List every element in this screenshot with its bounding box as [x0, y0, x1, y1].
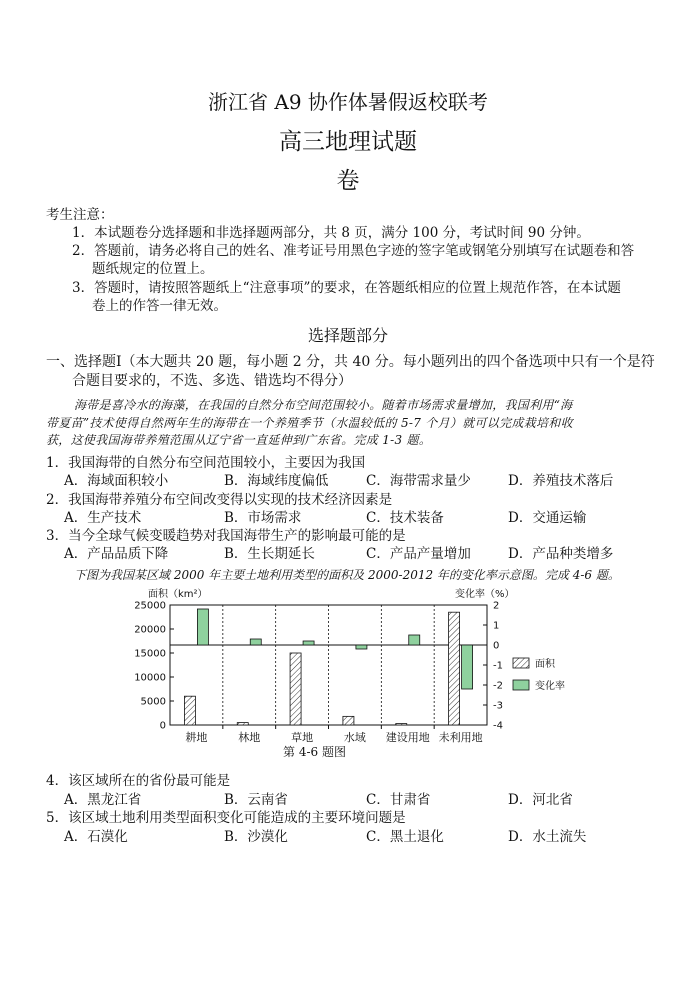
area-bar-5: [449, 612, 460, 725]
category-label-5: 未利用地: [438, 731, 483, 744]
question-3-option-c[interactable]: C．产品产量增加: [366, 546, 471, 562]
question-2-stem: 2．我国海带养殖分布空间改变得以实现的技术经济因素是: [46, 492, 393, 508]
question-4-stem: 4．该区域所在的省份最可能是: [46, 773, 231, 789]
category-label-3: 水域: [343, 731, 366, 744]
right-tick-label-2: -2: [493, 680, 503, 692]
question-3-option-a[interactable]: A．产品品质下降: [64, 546, 169, 562]
left-axis-label: 面积（km²）: [148, 589, 208, 600]
category-label-2: 草地: [291, 731, 314, 744]
category-label-0: 耕地: [185, 731, 208, 744]
rate-bar-5: [462, 645, 473, 689]
left-tick-label-4: 20000: [134, 624, 166, 636]
exam-title: 浙江省 A9 协作体暑假返校联考: [208, 90, 488, 114]
question-3-option-b[interactable]: B．生长期延长: [224, 546, 315, 562]
notice-item-2: 2．答题前，请务必将自己的姓名、准考证号用黑色字迹的签字笔或钢笔分别填写在试题卷和答: [72, 243, 635, 259]
question-4-option-c[interactable]: C．甘肃省: [366, 792, 431, 808]
area-bar-1: [237, 723, 248, 725]
question-2-option-a[interactable]: A．生产技术: [64, 510, 142, 526]
question-3-option-d[interactable]: D．产品种类增多: [508, 546, 614, 562]
question-1-option-a[interactable]: A．海域面积较小: [64, 473, 169, 489]
question-5-option-a[interactable]: A．石漠化: [64, 829, 128, 845]
question-5-option-c[interactable]: C．黑土退化: [366, 829, 444, 845]
question-2-option-d[interactable]: D．交通运输: [508, 510, 587, 526]
area-bar-3: [343, 716, 354, 725]
category-label-4: 建设用地: [385, 731, 430, 744]
right-tick-label-0: -4: [493, 720, 503, 732]
figure-caption: 下图为我国某区域 2000 年主要土地利用类型的面积及 2000-2012 年的变化率示意图。完成 4-6 题。: [74, 568, 620, 582]
right-tick-label-6: 2: [493, 600, 500, 612]
passage-line-3: 获，这使我国海带养殖范围从辽宁省一直延伸到广东省。完成 1-3 题。: [46, 433, 432, 447]
area-bar-0: [184, 696, 195, 725]
passage-line-1: 海带是喜冷水的海藻，在我国的自然分布空间范围较小。随着市场需求量增加，我国利用“海: [74, 398, 573, 412]
question-2-option-c[interactable]: C．技术装备: [366, 510, 444, 526]
rate-bar-4: [409, 635, 420, 645]
area-bar-4: [396, 724, 407, 725]
area-bar-2: [290, 653, 301, 725]
category-label-1: 林地: [238, 731, 261, 744]
right-tick-label-4: 0: [493, 640, 500, 652]
question-4-option-d[interactable]: D．河北省: [508, 792, 573, 808]
passage-line-2: 带夏苗”技术使得自然两年生的海带在一个养殖季节（水温较低的 5-7 个月）就可以完成栽培和收: [46, 416, 573, 430]
legend-area-label: 面积: [535, 659, 555, 670]
question-1-stem: 1．我国海带的自然分布空间范围较小，主要因为我国: [46, 455, 366, 471]
left-tick-label-2: 10000: [134, 672, 166, 684]
exam-subtitle: 高三地理试题: [279, 129, 417, 155]
figure-label: 第 4-6 题图: [283, 745, 346, 759]
rate-bar-1: [250, 639, 261, 645]
right-tick-label-3: -1: [493, 660, 503, 672]
left-tick-label-1: 5000: [140, 696, 166, 708]
left-tick-label-5: 25000: [134, 600, 166, 612]
section-title: 选择题部分: [307, 326, 388, 345]
section-heading-cont: 合题目要求的，不选、多选、错选均不得分）: [72, 373, 352, 389]
left-tick-label-0: 0: [159, 720, 166, 732]
legend-rate-swatch: [513, 680, 529, 690]
rate-bar-3: [356, 645, 367, 649]
right-tick-label-5: 1: [493, 620, 500, 632]
right-axis-label: 变化率（%）: [455, 589, 515, 600]
section-heading: 一、选择题Ⅰ（本大题共 20 题，每小题 2 分，共 40 分。每小题列出的四个备选项中只有一个是符: [46, 354, 655, 370]
right-tick-label-1: -3: [493, 700, 503, 712]
question-1-option-b[interactable]: B．海域纬度偏低: [224, 473, 329, 489]
question-2-option-b[interactable]: B．市场需求: [224, 510, 302, 526]
left-tick-label-3: 15000: [134, 648, 166, 660]
question-1-option-d[interactable]: D．养殖技术落后: [508, 473, 614, 489]
legend-rate-label: 变化率: [535, 681, 565, 692]
question-4-option-a[interactable]: A．黑龙江省: [64, 792, 142, 808]
question-3-stem: 3．当今全球气候变暖趋势对我国海带生产的影响最可能的是: [46, 528, 406, 544]
exam-subtitle-2: 卷: [336, 168, 360, 194]
question-1-option-c[interactable]: C．海带需求量少: [366, 473, 471, 489]
question-5-stem: 5．该区域土地利用类型面积变化可能造成的主要环境问题是: [46, 810, 406, 826]
rate-bar-2: [303, 641, 314, 645]
notice-item-3: 3．答题时，请按照答题纸上“注意事项”的要求，在答题纸相应的位置上规范作答，在本试题: [72, 280, 621, 296]
question-4-option-b[interactable]: B．云南省: [224, 792, 288, 808]
legend-area-swatch: [513, 658, 529, 668]
question-5-option-b[interactable]: B．沙漠化: [224, 829, 288, 845]
rate-bar-0: [197, 609, 208, 645]
notice-item-3-cont: 卷上的作答一律无效。: [92, 298, 227, 314]
notice-item-2-cont: 题纸规定的位置上。: [92, 261, 214, 277]
notice-heading: 考生注意：: [46, 207, 114, 223]
notice-item-1: 1．本试题卷分选择题和非选择题两部分，共 8 页，满分 100 分，考试时间 90 分钟。: [72, 225, 590, 241]
question-5-option-d[interactable]: D．水土流失: [508, 829, 587, 845]
